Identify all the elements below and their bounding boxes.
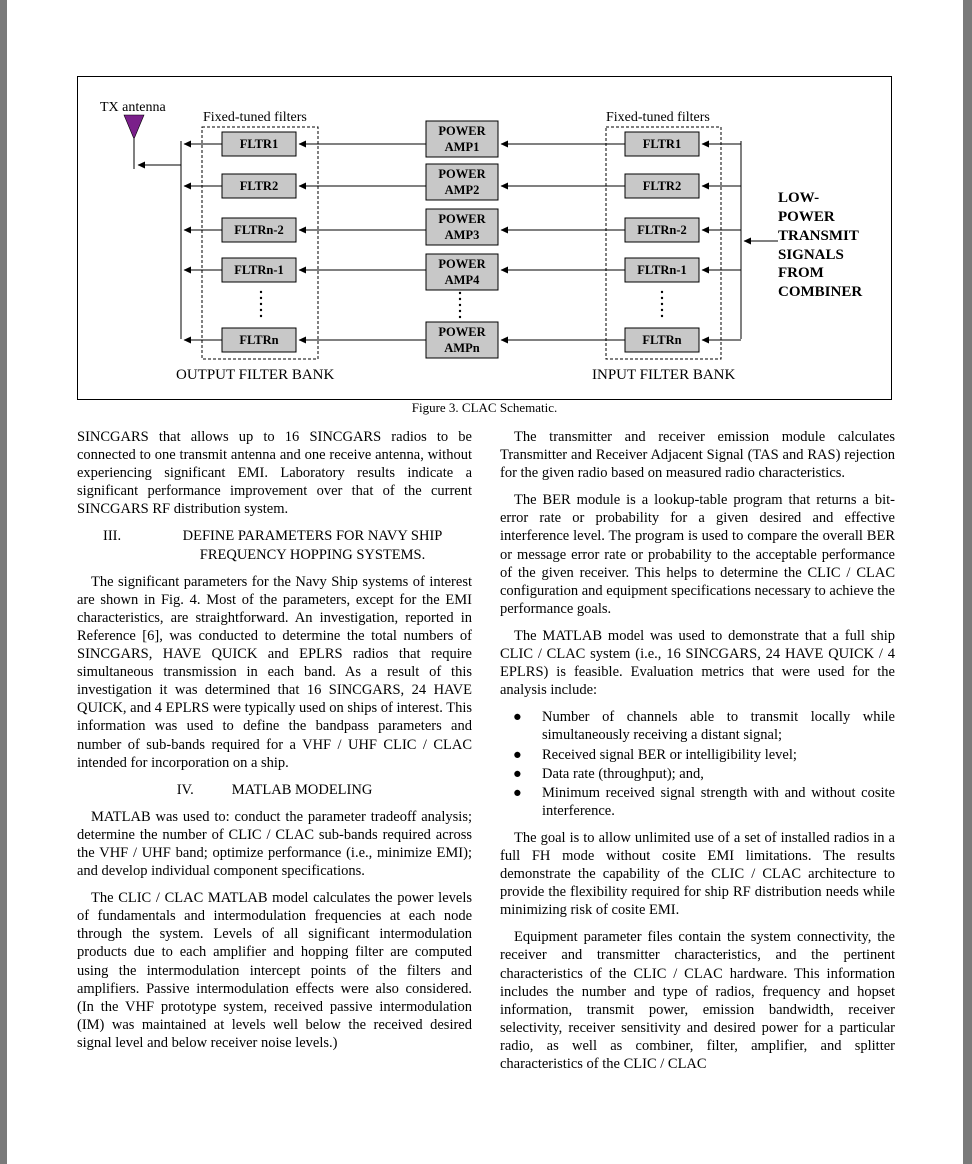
power-amp-label: AMP4 — [444, 273, 480, 287]
svg-text:TRANSMIT: TRANSMIT — [778, 228, 859, 244]
power-amp-label: POWER — [438, 124, 486, 138]
input-filter-label: FLTRn-2 — [637, 223, 687, 237]
antenna-icon — [124, 115, 144, 139]
input-filter-bank-label: INPUT FILTER BANK — [592, 367, 736, 383]
input-filter-label: FLTRn — [642, 333, 682, 347]
paragraph: Equipment parameter files contain the system connectivity, the receiver and transmitter characteristics, and the pertinent characteristics of the CLIC / CLAC hardware. This information includes the number and type of radios, frequency and hopset information, transmit power, emission bandwidth, receiver selectivity, receiver sensitivity and desired power for a particular radio, as well as combiner, filter, amplifier, and splitter characteristics of the CLIC / CLAC — [500, 929, 895, 1072]
power-amp-label: AMP3 — [444, 228, 480, 242]
paragraph: The CLIC / CLAC MATLAB model calculates the power levels of fundamentals and intermodulation frequencies at each node through the system. Levels of all significant intermodulation products due to each amplifier and hopping filter are computed using the intermodulation intercept points of the filters and amplifiers. Passive intermodulation effects were also considered. (In the VHF prototype system, received passive intermodulation (IM) was maintained at levels well below the received desired signal level and below receiver noise levels.) — [77, 890, 472, 1051]
paragraph: The BER module is a lookup-table program that returns a bit-error rate or probability for a given desired and effective interference level. The program is used to compare the overall BER or message error rate or probability to the acceptable performance of the given receiver. This helps to determine the CLIC / CLAC configuration and equipment specifications necessary to achieve the performance goals. — [500, 492, 895, 617]
power-amp-label: AMP1 — [444, 140, 480, 154]
paragraph: The goal is to allow unlimited use of a set of installed radios in a full FH mode without cosite EMI limitations. The results demonstrate the capability of the CLIC / CLAC architecture to provide the flexibility required for ship RF distribution needs while minimizing risk of cosite EMI. — [500, 829, 895, 919]
clac-schematic — [78, 77, 893, 401]
fixed-tuned-filters-right-label: Fixed-tuned filters — [606, 110, 710, 125]
paragraph: The transmitter and receiver emission module calculates Transmitter and Receiver Adjacent Signal (TAS and RAS) rejection for the given radio based on measured radio characteristics. — [500, 429, 895, 482]
paragraph: SINCGARS that allows up to 16 SINCGARS radios to be connected to one transmit antenna and one receive antenna, without experiencing significant EMI. Laboratory results indicate a significant performance improvement over that of the current SINCGARS RF distribution system. — [77, 429, 472, 518]
output-filter-label: FLTRn-2 — [234, 223, 284, 237]
input-filter-bank-box — [606, 127, 721, 359]
power-amp-label: AMPn — [444, 341, 480, 355]
list-item: ● Minimum received signal strength with and without cosite interference. — [513, 784, 895, 819]
output-filter-label: FLTR1 — [239, 137, 279, 151]
input-filter-label: FLTR2 — [642, 179, 682, 193]
metrics-list — [500, 708, 895, 820]
figure-frame — [77, 76, 892, 400]
right-column — [500, 428, 895, 1082]
left-column — [77, 428, 472, 1061]
list-item: ● Received signal BER or intelligibility level; — [513, 746, 797, 763]
power-amp-label: AMP2 — [444, 183, 480, 197]
bullet-icon: ● — [513, 765, 522, 782]
paragraph: The significant parameters for the Navy Ship systems of interest are shown in Fig. 4. Most of the parameters, except for the EMI characteristics, are straightforward. An investigation, reported in Reference [6], was conducted to determine the total numbers of SINCGARS, HAVE QUICK and EPLRS radios that require simultaneous transmission in each band. As a result of this investigation it was determined that 16 SINCGARS, 24 HAVE QUICK, and 4 EPLRS were typically used on ships of interest. This information was used to define the bandpass parameters and number of sub-bands required for a VHF / UHF CLIC / CLAC intended for incorporation on a ship. — [77, 573, 472, 771]
figure-caption: Figure 3. CLAC Schematic. — [411, 400, 558, 415]
output-filter-bank-box — [202, 127, 318, 359]
list-item: ● Data rate (throughput); and, — [513, 765, 704, 782]
output-filter-bank-label: OUTPUT FILTER BANK — [176, 367, 335, 383]
output-filter-label: FLTRn — [239, 333, 279, 347]
bullet-icon: ● — [513, 709, 522, 726]
low-power-signals-label — [778, 190, 862, 300]
paragraph: The MATLAB model was used to demonstrate that a full ship CLIC / CLAC system (i.e., 16 SINCGARS, 24 HAVE QUICK / 4 EPLRS) is feasible. Evaluation metrics that were used for the analysis include: — [500, 627, 895, 699]
paragraph: MATLAB was used to: conduct the parameter tradeoff analysis; determine the number of CLIC / CLAC sub-bands required across the VHF / UHF band; optimize performance (i.e., minimize EMI); and develop individual component specifications. — [77, 808, 472, 880]
power-amp-label: POWER — [438, 212, 486, 226]
input-filter-label: FLTRn-1 — [637, 263, 687, 277]
output-filter-label: FLTRn-1 — [234, 263, 284, 277]
section-heading-iii: III. DEFINE PARAMETERS FOR NAVY SHIP FREQUENCY HOPPING SYSTEMS. — [103, 528, 443, 563]
svg-text:POWER: POWER — [778, 209, 835, 225]
section-heading-iv: IV. MATLAB MODELING — [176, 781, 373, 798]
input-filter-label: FLTR1 — [642, 137, 682, 151]
svg-text:FROM: FROM — [778, 265, 824, 281]
tx-antenna-label: TX antenna — [100, 100, 166, 115]
svg-text:COMBINER: COMBINER — [778, 284, 863, 300]
bullet-icon: ● — [513, 784, 522, 801]
fixed-tuned-filters-left-label: Fixed-tuned filters — [203, 110, 307, 125]
output-filter-label: FLTR2 — [239, 179, 279, 193]
power-amp-label: POWER — [438, 257, 486, 271]
power-amp-label: POWER — [438, 325, 486, 339]
bullet-icon: ● — [513, 746, 522, 763]
paper-page — [7, 0, 963, 1164]
svg-text:LOW-: LOW- — [778, 190, 820, 206]
power-amp-label: POWER — [438, 167, 486, 181]
list-item: ● Number of channels able to transmit locally while simultaneously receiving a distant signal; — [513, 709, 895, 744]
svg-text:SIGNALS: SIGNALS — [778, 247, 844, 263]
